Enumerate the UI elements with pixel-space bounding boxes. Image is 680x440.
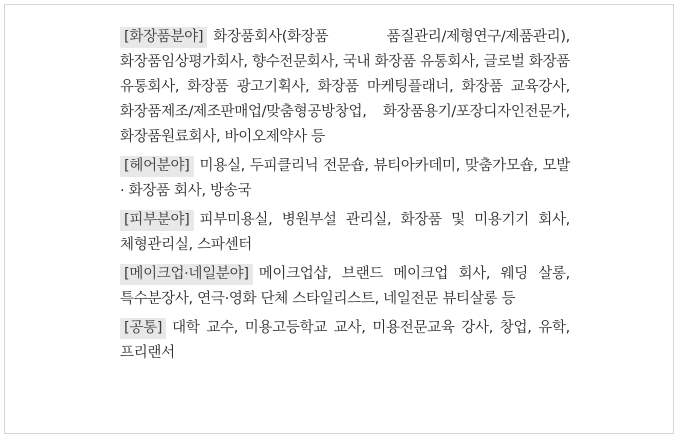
section-tag-makeup-nail: [메이크업·네일분야] — [120, 264, 253, 285]
section-skin — [120, 208, 570, 258]
section-tag-hair: [헤어분야] — [120, 156, 194, 177]
career-fields-list — [120, 25, 570, 370]
section-tag-common: [공통] — [120, 318, 166, 339]
section-text-skin: 피부미용실, 병원부설 관리실, 화장품 및 미용기기 회사, 체형관리실, 스파센터 — [120, 212, 570, 253]
section-text-cosmetics: 화장품회사(화장품 품질관리/제형연구/제품관리), 화장품임상평가회사, 향수전문회사, 국내 화장품 유통회사, 글로벌 화장품 유통회사, 화장품 광고기획사, 화장품 마케팅플래너, 화장품 교육강사, 화장품제조/제조판매업/맞춤형공방창업, 화장품용기/포장디자인전문가, 화장품원료회사, 바이오제약사 등 — [120, 29, 570, 145]
section-hair — [120, 154, 570, 204]
section-text-common: 대학 교수, 미용고등학교 교사, 미용전문교육 강사, 창업, 유학, 프리랜서 — [120, 320, 570, 361]
section-tag-cosmetics: [화장품분야] — [120, 27, 207, 48]
section-makeup-nail — [120, 262, 570, 312]
section-common — [120, 316, 570, 366]
section-text-makeup-nail: 메이크업샵, 브랜드 메이크업 회사, 웨딩 살롱, 특수분장사, 연극·영화 단체 스타일리스트, 네일전문 뷰티살롱 등 — [120, 266, 570, 307]
section-tag-skin: [피부분야] — [120, 210, 194, 231]
section-text-hair: 미용실, 두피클리닉 전문숍, 뷰티아카데미, 맞춤가모숍, 모발· 화장품 회사, 방송국 — [120, 158, 570, 199]
section-cosmetics — [120, 25, 570, 150]
document-frame — [4, 4, 674, 434]
